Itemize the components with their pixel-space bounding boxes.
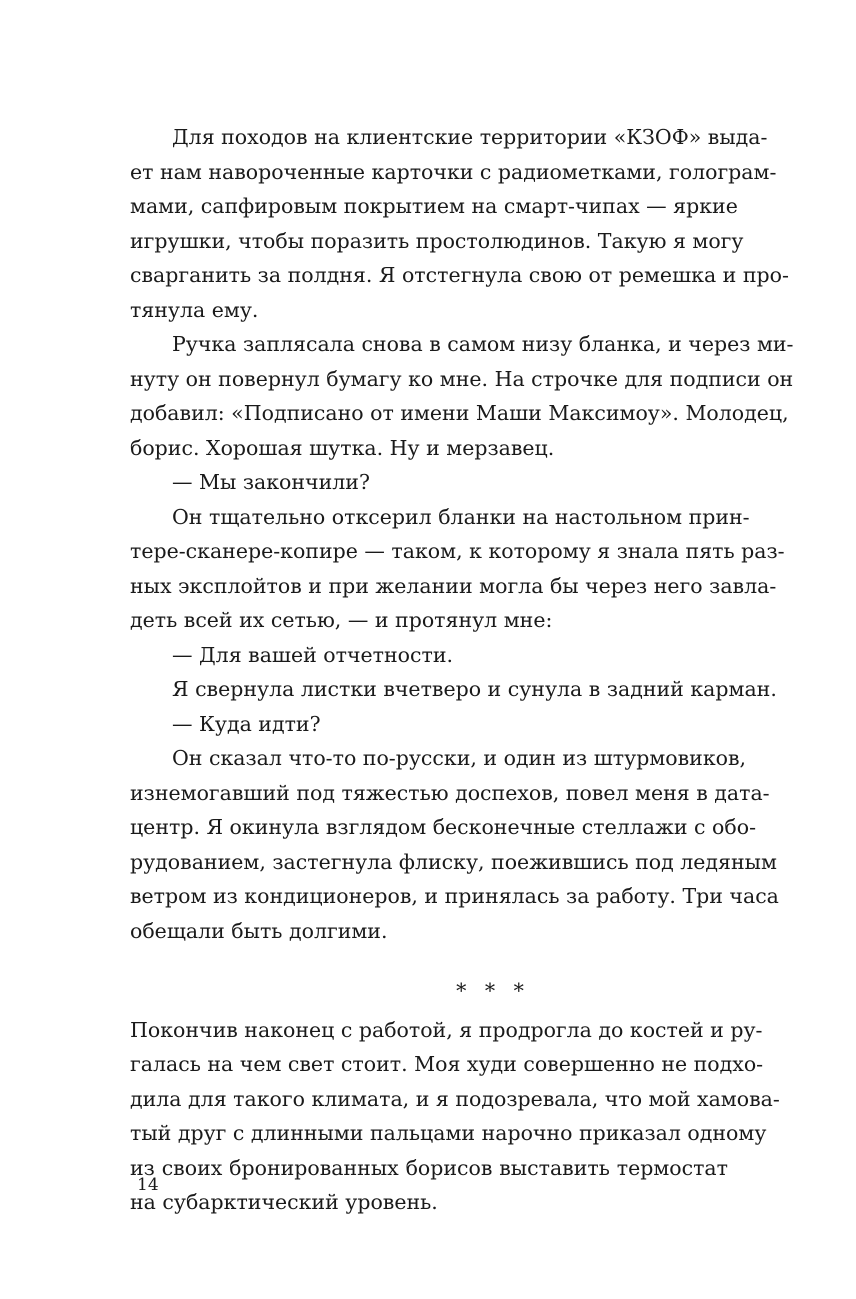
text-line: галась на чем свет стоит. Моя худи совершенно не подхо- <box>130 1052 764 1076</box>
text-line: — Куда идти? <box>172 711 321 736</box>
paragraph <box>130 327 794 465</box>
section-separator: * * * <box>456 979 530 1003</box>
text-line: ет нам навороченные карточки с радиометками, голограм- <box>130 159 777 184</box>
text-line: добавил: «Подписано от имени Маши Максимоу». Молодец, <box>130 401 789 425</box>
text-block-after-separator <box>130 1013 780 1220</box>
paragraph <box>130 500 785 638</box>
text-line: на субарктический уровень. <box>130 1190 438 1214</box>
text-line: Для походов на клиентские территории «КЗОФ» выда- <box>172 125 768 149</box>
paragraph <box>130 741 779 948</box>
text-line: тянула ему. <box>130 297 259 322</box>
paragraph <box>130 638 728 673</box>
paragraph <box>130 707 728 742</box>
page-body <box>130 120 794 1220</box>
text-line: — Мы закончили? <box>172 470 370 494</box>
text-line: — Для вашей отчетности. <box>172 642 454 667</box>
text-line: обещали быть долгими. <box>130 918 388 943</box>
text-line: Я свернула листки вчетверо и сунула в задний карман. <box>172 677 777 701</box>
text-line: сварганить за полдня. Я отстегнула свою от ремешка и про- <box>130 263 789 287</box>
text-line: деть всей их сетью, — и протянул мне: <box>130 608 553 632</box>
text-line: центр. Я окинула взглядом бесконечные стеллажи с обо- <box>130 815 756 839</box>
text-line: ветром из кондиционеров, и принялась за работу. Три часа <box>130 884 779 908</box>
text-line: Покончив наконец с работой, я продрогла до костей и ру- <box>130 1017 763 1042</box>
text-line: из своих бронированных борисов выставить термостат <box>130 1155 728 1180</box>
text-line: борис. Хорошая шутка. Ну и мерзавец. <box>130 435 555 460</box>
text-line: Он тщательно отксерил бланки на настольном прин- <box>172 504 750 529</box>
paragraph <box>130 1013 780 1220</box>
text-line: ных эксплойтов и при желании могла бы через него завла- <box>130 573 777 598</box>
paragraph <box>130 672 777 707</box>
text-line: рудованием, застегнула флиску, поежившись под ледяным <box>130 849 777 874</box>
paragraph <box>130 465 728 500</box>
text-line: нуту он повернул бумагу ко мне. На строчке для подписи он <box>130 366 794 391</box>
section-gap <box>130 948 728 974</box>
paragraph <box>130 120 789 327</box>
text-line: Он сказал что-то по-русски, и один из штурмовиков, <box>172 746 747 770</box>
text-line: мами, сапфировым покрытием на смарт-чипах — яркие <box>130 194 738 218</box>
text-line: дила для такого климата, и я подозревала, что мой хамова- <box>130 1086 780 1111</box>
text-line: игрушки, чтобы поразить простолюдинов. Такую я могу <box>130 228 744 253</box>
text-line: изнемогавший под тяжестью доспехов, повел меня в дата- <box>130 780 770 805</box>
text-line: Ручка заплясала снова в самом низу бланка, и через ми- <box>172 332 794 356</box>
text-block-before-separator <box>130 120 794 948</box>
text-line: тере-сканере-копире — таком, к которому я знала пять раз- <box>130 539 785 563</box>
text-line: тый друг с длинными пальцами нарочно приказал одному <box>130 1121 767 1145</box>
page-number: 14 <box>137 1175 159 1195</box>
